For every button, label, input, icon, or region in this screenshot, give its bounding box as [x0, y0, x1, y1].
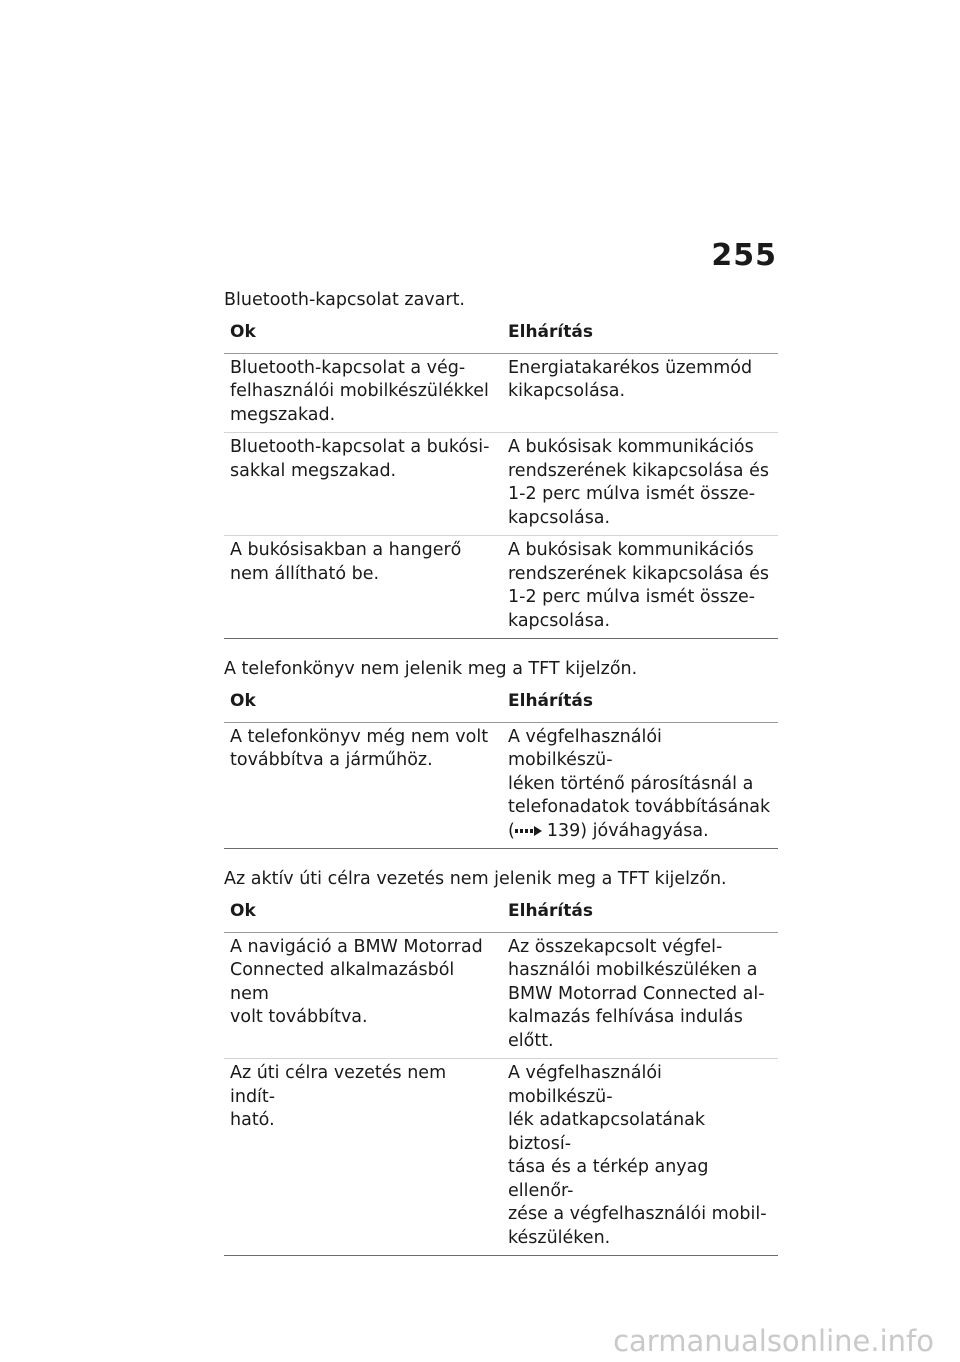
remedy-cell: A bukósisak kommunikációs rendszerének kikapcsolása és 1-2 perc múlva ismét össze- kapcsolása. [502, 433, 778, 536]
remedy-cell: Energiatakarékos üzemmód kikapcsolása. [502, 353, 778, 433]
remedy-cell: A végfelhasználói mobilkészü- léken történő párosításnál a telefonadatok továbbításának ( 139) jóváhagyása. [502, 722, 778, 849]
section-heading: Az aktív úti célra vezetés nem jelenik meg a TFT kijelzőn. [224, 869, 727, 889]
table-header-row [224, 686, 778, 722]
page-reference[interactable]: 139) jóváhagyása. [546, 820, 709, 841]
watermark: carmanualsonline.info [613, 1324, 934, 1358]
troubleshooting-content [224, 288, 778, 1256]
section-heading: A telefonkönyv nem jelenik meg a TFT kijelzőn. [224, 659, 638, 679]
column-header-cause: Ok [224, 896, 502, 932]
cause-cell: Az úti célra vezetés nem indít- ható. [224, 1059, 502, 1256]
section-navigation [224, 867, 778, 1256]
cause-cell: A telefonkönyv még nem volt továbbítva a járműhöz. [224, 722, 502, 849]
remedy-text: A végfelhasználói mobilkészü- léken történő párosításnál a telefonadatok továbbításának [508, 726, 771, 817]
remedy-cell: A bukósisak kommunikációs rendszerének kikapcsolása és 1-2 perc múlva ismét össze- kapcsolása. [502, 536, 778, 639]
table-row [224, 1059, 778, 1256]
column-header-cause: Ok [224, 686, 502, 722]
table-row [224, 353, 778, 433]
troubleshooting-table [224, 317, 778, 639]
page-number: 255 [711, 238, 777, 273]
cause-cell: Bluetooth-kapcsolat a vég- felhasználói mobilkészülékkel megszakad. [224, 353, 502, 433]
section-heading: Bluetooth-kapcsolat zavart. [224, 290, 465, 310]
section-phonebook [224, 657, 778, 849]
remedy-cell: A végfelhasználói mobilkészü- lék adatkapcsolatának biztosí- tása és a térkép anyag ellenőr- zése a végfelhasználói mobil- készüléken. [502, 1059, 778, 1256]
reference-arrow-icon [515, 825, 543, 837]
troubleshooting-table [224, 686, 778, 849]
table-row [224, 722, 778, 849]
column-header-remedy: Elhárítás [502, 686, 778, 722]
column-header-remedy: Elhárítás [502, 896, 778, 932]
table-row [224, 536, 778, 639]
table-row [224, 433, 778, 536]
remedy-cell: Az összekapcsolt végfel- használói mobilkészüléken a BMW Motorrad Connected al- kalmazás felhívása indulás előtt. [502, 932, 778, 1059]
column-header-remedy: Elhárítás [502, 317, 778, 353]
column-header-cause: Ok [224, 317, 502, 353]
table-header-row [224, 896, 778, 932]
cause-cell: Bluetooth-kapcsolat a bukósi- sakkal megszakad. [224, 433, 502, 536]
troubleshooting-table [224, 896, 778, 1256]
cause-cell: A navigáció a BMW Motorrad Connected alkalmazásból nem volt továbbítva. [224, 932, 502, 1059]
table-row [224, 932, 778, 1059]
section-bluetooth [224, 288, 778, 639]
cause-cell: A bukósisakban a hangerő nem állítható be. [224, 536, 502, 639]
table-header-row [224, 317, 778, 353]
